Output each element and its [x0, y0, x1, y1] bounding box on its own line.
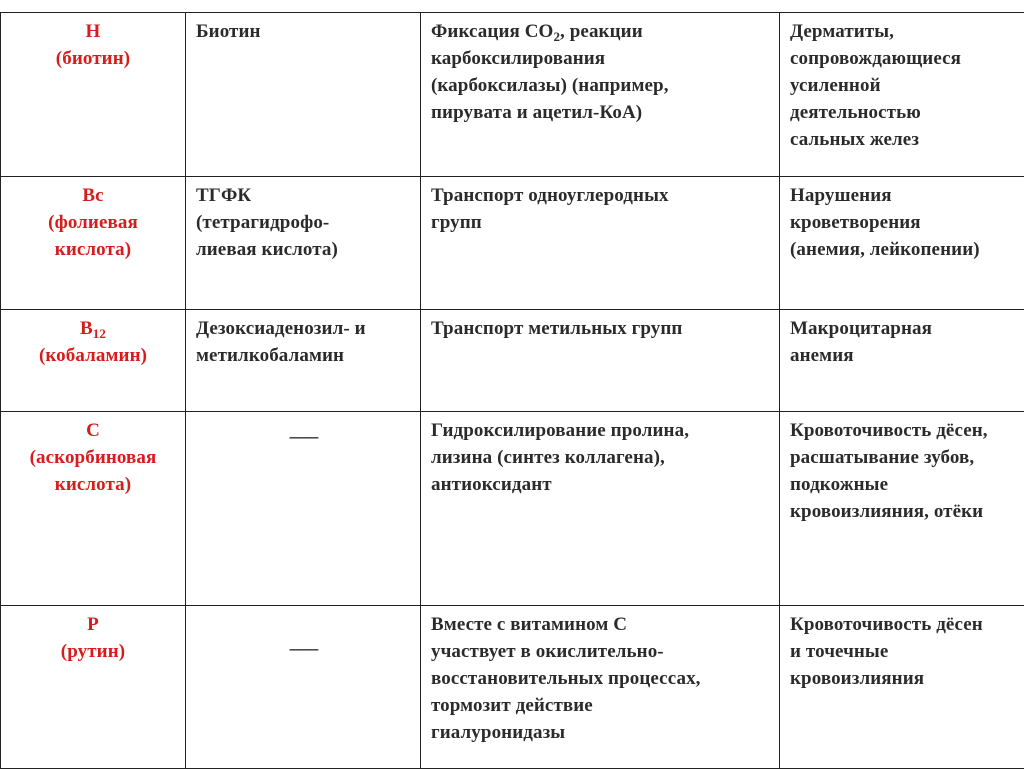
vitamin-table — [0, 12, 1024, 769]
coenzyme-text: ТГФК (тетрагидрофо- лиевая кислота) — [196, 182, 412, 263]
function-cell — [421, 177, 780, 310]
deficiency-cell — [780, 606, 1024, 769]
table-row — [1, 13, 1024, 177]
coenzyme-text: Дезоксиаденозил- и метилкобаламин — [196, 315, 412, 369]
coenzyme-cell — [186, 177, 421, 310]
vitamin-name: $B_{12}$ — [3, 315, 183, 342]
function-text: Вместе с витамином С участвует в окислительно- восстановительных процессах, тормозит действие гиалуронидазы — [431, 611, 771, 746]
vitamin-name: С — [3, 417, 183, 444]
table-row — [1, 412, 1024, 606]
table-row — [1, 310, 1024, 412]
vitamin-cell — [1, 606, 186, 769]
deficiency-text: Кровоточивость дёсен, расшатывание зубов, подкожные кровоизлияния, отёки — [790, 417, 1016, 525]
vitamin-cell — [1, 13, 186, 177]
coenzyme-text: ___ — [196, 611, 412, 656]
function-text: Транспорт одноуглеродных групп — [431, 182, 771, 236]
vitamin-alt-name: (рутин) — [3, 638, 183, 665]
vitamin-name: Р — [3, 611, 183, 638]
table-row — [1, 606, 1024, 769]
deficiency-text: Макроцитарная анемия — [790, 315, 1016, 369]
vitamin-cell — [1, 412, 186, 606]
function-text: Гидроксилирование пролина, лизина (синтез коллагена), антиоксидант — [431, 417, 771, 498]
coenzyme-cell — [186, 310, 421, 412]
slide-top-margin — [0, 0, 1024, 12]
coenzyme-cell — [186, 606, 421, 769]
table-row — [1, 177, 1024, 310]
deficiency-cell — [780, 177, 1024, 310]
vitamin-alt-name: (биотин) — [3, 45, 183, 72]
deficiency-cell — [780, 412, 1024, 606]
vitamin-alt-name: (фолиевая кислота) — [3, 209, 183, 263]
deficiency-cell — [780, 13, 1024, 177]
deficiency-text: Дерматиты, сопровождающиеся усиленной деятельностью сальных желез — [790, 18, 1016, 153]
vitamin-cell — [1, 310, 186, 412]
coenzyme-text: Биотин — [196, 18, 412, 45]
coenzyme-cell — [186, 412, 421, 606]
function-cell — [421, 412, 780, 606]
function-text: Фиксация $СО_2$, реакции карбоксилирования (карбоксилазы) (например, пирувата и ацетил-КоА) — [431, 18, 771, 126]
function-cell — [421, 310, 780, 412]
function-cell — [421, 13, 780, 177]
deficiency-text: Кровоточивость дёсен и точечные кровоизлияния — [790, 611, 1016, 692]
deficiency-cell — [780, 310, 1024, 412]
vitamin-name: H — [3, 18, 183, 45]
function-text: Транспорт метильных групп — [431, 315, 771, 342]
coenzyme-cell — [186, 13, 421, 177]
function-cell — [421, 606, 780, 769]
vitamin-alt-name: (кобаламин) — [3, 342, 183, 369]
vitamin-name: Вс — [3, 182, 183, 209]
vitamin-alt-name: (аскорбиновая кислота) — [3, 444, 183, 498]
coenzyme-text: ___ — [196, 417, 412, 444]
vitamin-cell — [1, 177, 186, 310]
deficiency-text: Нарушения кроветворения (анемия, лейкопении) — [790, 182, 1016, 263]
